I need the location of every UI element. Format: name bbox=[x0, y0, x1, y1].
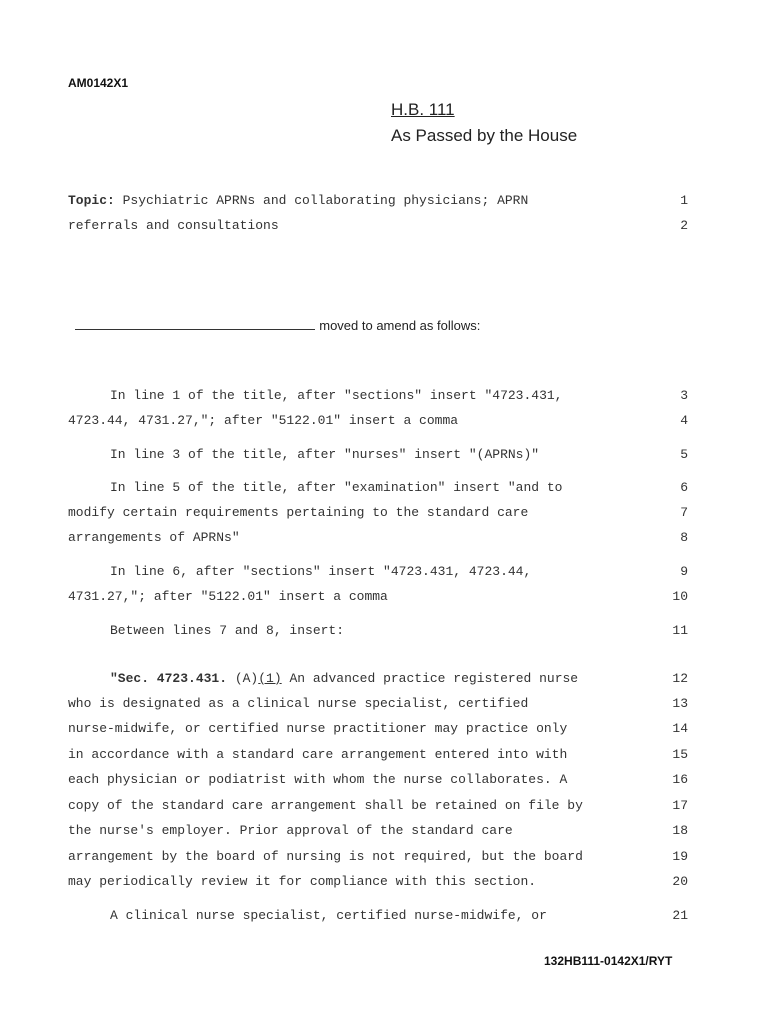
line-text: Between lines 7 and 8, insert: bbox=[110, 623, 345, 638]
body-line bbox=[68, 623, 688, 641]
body-line bbox=[68, 823, 688, 841]
amend-text: moved to amend as follows: bbox=[319, 318, 481, 333]
body-line bbox=[68, 874, 688, 892]
line-text: In line 5 of the title, after "examination" insert "and to bbox=[110, 480, 563, 495]
topic-text: referrals and consultations bbox=[68, 218, 279, 233]
signature-blank bbox=[75, 317, 315, 330]
line-text: each physician or podiatrist with whom the nurse collaborates. A bbox=[68, 772, 568, 787]
topic-label: Topic: bbox=[68, 193, 115, 208]
line-number: 16 bbox=[672, 772, 688, 787]
topic-line-2 bbox=[68, 218, 688, 236]
section-part-a: (A) bbox=[227, 671, 259, 686]
line-text: may periodically review it for compliance with this section. bbox=[68, 874, 537, 889]
line-text: copy of the standard care arrangement shall be retained on file by bbox=[68, 798, 583, 813]
line-number: 1 bbox=[680, 193, 688, 208]
body-line bbox=[68, 849, 688, 867]
line-number: 13 bbox=[672, 696, 688, 711]
body-line bbox=[68, 589, 688, 607]
line-text: the nurse's employer. Prior approval of the standard care bbox=[68, 823, 513, 838]
body-line bbox=[68, 908, 688, 926]
topic-text: Psychiatric APRNs and collaborating physicians; APRN bbox=[114, 193, 529, 208]
section-heading-line bbox=[68, 671, 688, 689]
body-line bbox=[68, 772, 688, 790]
amend-statement bbox=[68, 302, 480, 333]
body-line bbox=[68, 747, 688, 765]
line-number: 7 bbox=[680, 505, 688, 520]
line-number: 19 bbox=[672, 849, 688, 864]
line-number: 4 bbox=[680, 413, 688, 428]
line-text: A clinical nurse specialist, certified nurse-midwife, or bbox=[110, 908, 547, 923]
body-line bbox=[68, 530, 688, 548]
body-line bbox=[68, 798, 688, 816]
section-part-1: (1) bbox=[258, 671, 282, 686]
line-text: In line 3 of the title, after "nurses" insert "(APRNs)" bbox=[110, 447, 540, 462]
line-number: 20 bbox=[672, 874, 688, 889]
line-number: 5 bbox=[680, 447, 688, 462]
line-number: 15 bbox=[672, 747, 688, 762]
body-line bbox=[68, 564, 688, 582]
section-heading: "Sec. 4723.431. bbox=[110, 671, 228, 686]
bill-status: As Passed by the House bbox=[391, 126, 578, 145]
line-text: who is designated as a clinical nurse specialist, certified bbox=[68, 696, 529, 711]
bill-number: H.B. 111 bbox=[391, 100, 455, 119]
line-number: 14 bbox=[672, 721, 688, 736]
line-number: 10 bbox=[672, 589, 688, 604]
line-number: 9 bbox=[680, 564, 688, 579]
body-line bbox=[68, 447, 688, 465]
line-text: 4723.44, 4731.27,"; after "5122.01" insert a comma bbox=[68, 413, 459, 428]
footer-document-code: 132HB111-0142X1/RYT bbox=[544, 954, 673, 968]
body-line bbox=[68, 505, 688, 523]
line-text: An advanced practice registered nurse bbox=[281, 671, 579, 686]
body-line bbox=[68, 480, 688, 498]
line-number: 11 bbox=[672, 623, 688, 638]
document-id: AM0142X1 bbox=[68, 76, 129, 90]
line-text: arrangement by the board of nursing is not required, but the board bbox=[68, 849, 583, 864]
line-text: modify certain requirements pertaining to the standard care bbox=[68, 505, 529, 520]
body-line bbox=[68, 413, 688, 431]
line-number: 21 bbox=[672, 908, 688, 923]
line-text: nurse-midwife, or certified nurse practitioner may practice only bbox=[68, 721, 568, 736]
line-text: arrangements of APRNs" bbox=[68, 530, 240, 545]
line-text: In line 6, after "sections" insert "4723.431, 4723.44, bbox=[110, 564, 532, 579]
line-text: In line 1 of the title, after "sections" insert "4723.431, bbox=[110, 388, 563, 403]
line-number: 2 bbox=[680, 218, 688, 233]
line-number: 3 bbox=[680, 388, 688, 403]
line-text: 4731.27,"; after "5122.01" insert a comma bbox=[68, 589, 388, 604]
line-number: 8 bbox=[680, 530, 688, 545]
body-line bbox=[68, 696, 688, 714]
line-number: 12 bbox=[672, 671, 688, 686]
line-number: 6 bbox=[680, 480, 688, 495]
topic-line-1 bbox=[68, 193, 688, 211]
body-line bbox=[68, 388, 688, 406]
line-number: 17 bbox=[672, 798, 688, 813]
line-number: 18 bbox=[672, 823, 688, 838]
body-line bbox=[68, 721, 688, 739]
line-text: in accordance with a standard care arrangement entered into with bbox=[68, 747, 568, 762]
